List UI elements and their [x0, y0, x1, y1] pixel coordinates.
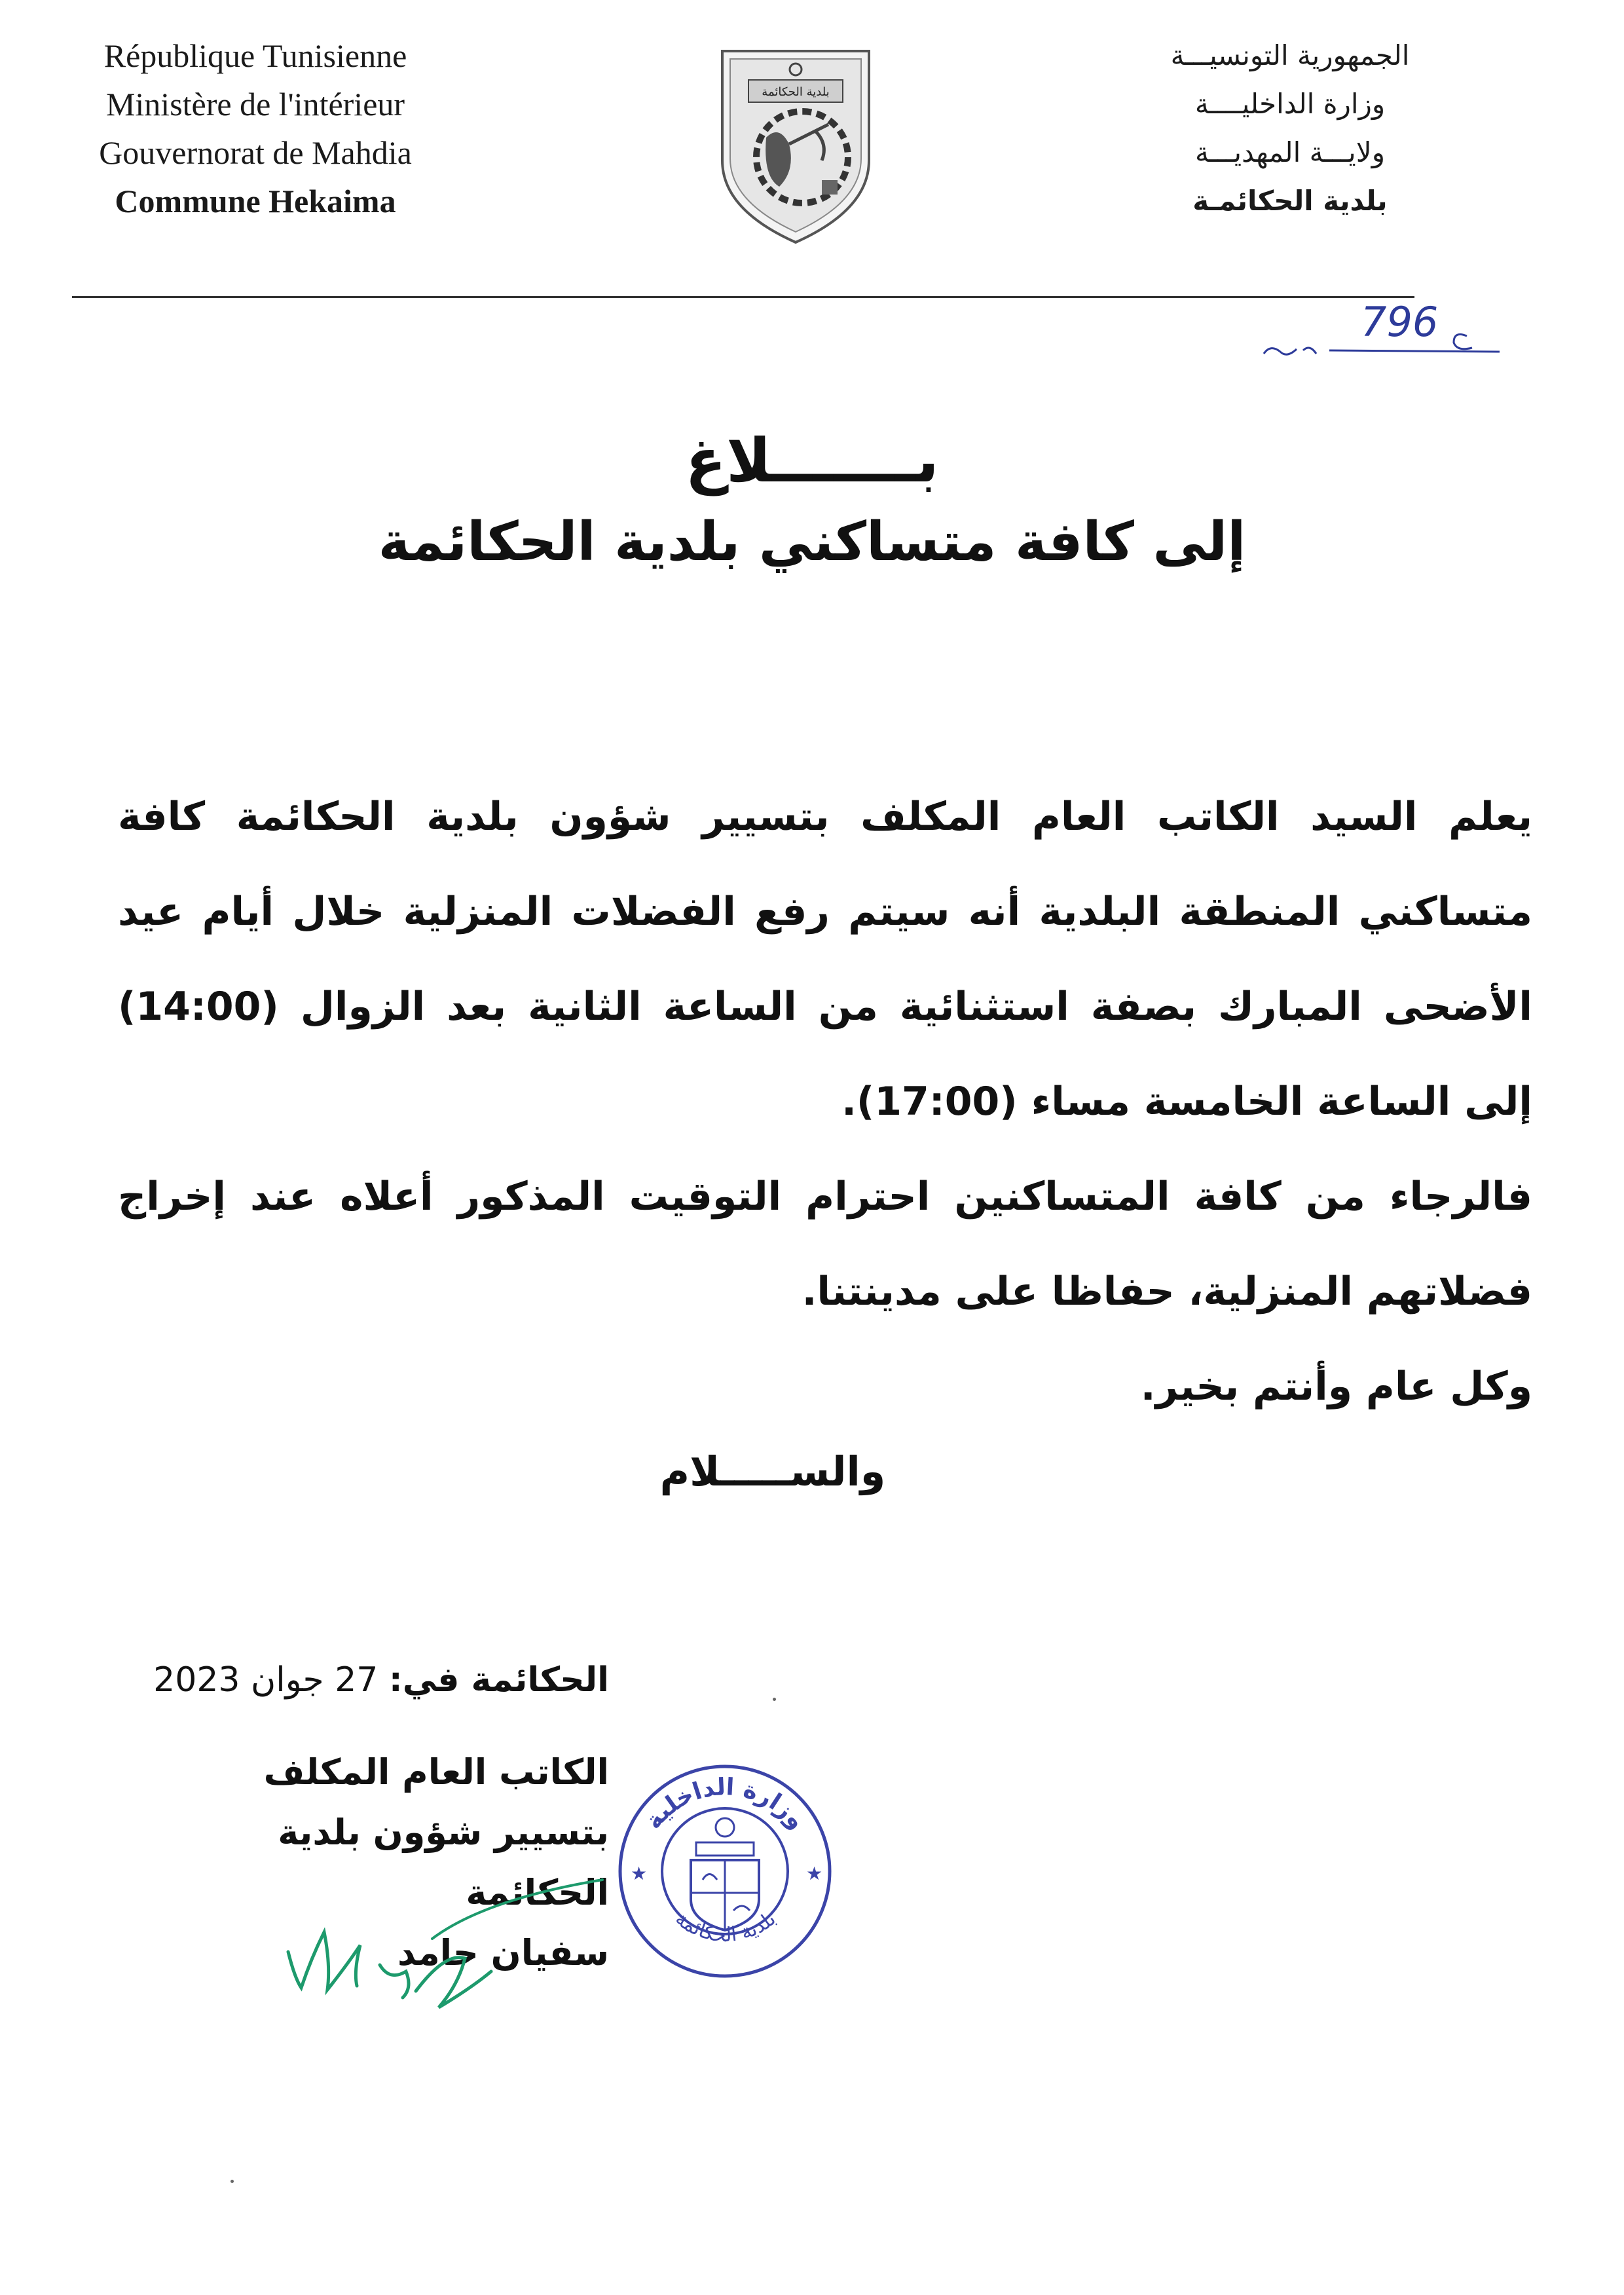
body-paragraph-1: يعلم السيد الكاتب العام المكلف بتسيير شؤون بلدية الحكائمة كافة متساكني المنطقة البلدية أنه سيتم رفع الفضلات المنزلية خلال أيام عيد الأضحى المبارك بصفة استثنائية من الساعة الثانية بعد الزوال (14:00) إلى الساعة الخامسة مساء (17:00).	[118, 794, 1532, 1125]
body-paragraph-3: وكل عام وأنتم بخير.	[1140, 1364, 1532, 1409]
handwritten-signature	[275, 1873, 616, 2024]
official-stamp	[612, 1759, 838, 1985]
date-line	[151, 1660, 609, 1700]
scan-speck	[231, 2180, 234, 2183]
header-ar-commune: بلدية الحكائمـة	[1192, 185, 1388, 217]
notice-body	[118, 770, 1532, 1434]
header-fr-governorate: Gouvernorat de Mahdia	[99, 134, 412, 171]
header-fr-republic: République Tunisienne	[103, 37, 407, 74]
reference-number-value: 796	[1361, 298, 1439, 346]
header-divider	[72, 296, 1414, 298]
notice-subtitle: إلى كافة متساكني بلدية الحكائمة	[378, 511, 1246, 573]
signatory-title-1: الكاتب العام المكلف	[263, 1751, 609, 1793]
header-ar-ministry: وزارة الداخليــــة	[1194, 88, 1386, 120]
body-paragraph-2: فالرجاء من كافة المتساكنين احترام التوقيت المذكور أعلاه عند إخراج فضلاتهم المنزلية، حفاظا على مدينتنا.	[118, 1174, 1532, 1315]
date-place: الحكائمة في:	[388, 1660, 609, 1700]
header-french	[65, 31, 445, 225]
svg-text:وزارة الداخلية	[640, 1774, 810, 1835]
date-value: 27 جوان 2023	[153, 1660, 378, 1700]
signatory-name: سفيان حامد	[397, 1932, 609, 1973]
svg-text:★: ★	[631, 1863, 648, 1884]
municipal-crest-icon	[717, 46, 874, 246]
header-fr-ministry: Ministère de l'intérieur	[105, 86, 405, 122]
header-arabic	[1120, 31, 1460, 225]
scan-speck	[773, 1698, 776, 1701]
header-ar-republic: الجمهورية التونسيـــة	[1170, 39, 1410, 71]
header-fr-commune: Commune Hekaima	[115, 183, 396, 219]
stamp-top-text: وزارة الداخلية	[640, 1774, 811, 1835]
notice-title: بـــــــلاغ	[685, 426, 939, 496]
signatory-title-2: بتسيير شؤون بلدية الحكائمة	[278, 1812, 609, 1913]
closing-salutation: والســـــلام	[659, 1447, 886, 1495]
svg-text:★: ★	[806, 1863, 823, 1884]
reference-number	[1257, 298, 1506, 377]
header-ar-governorate: ولايـــة المهديـــة	[1195, 136, 1385, 168]
crest-text: بلدية الحكائمة	[762, 85, 830, 99]
stamp-bottom-text: بلدية الحكائمة	[671, 1907, 781, 1947]
